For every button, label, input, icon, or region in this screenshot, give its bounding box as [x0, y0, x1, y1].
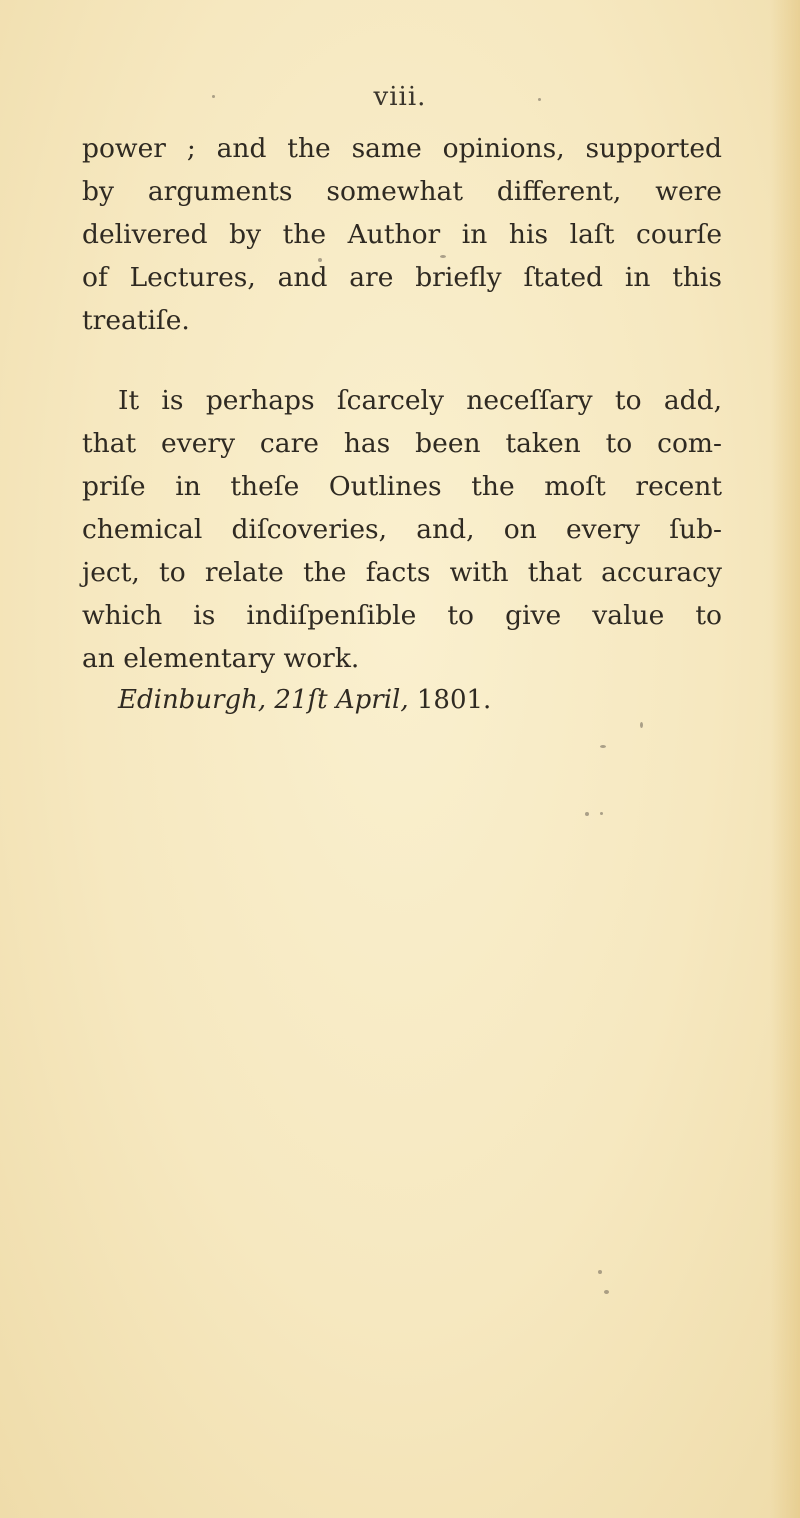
paper-speck [585, 812, 589, 816]
paper-speck [212, 95, 215, 98]
signature-line [118, 685, 491, 715]
text-line: by arguments somewhat different, were [82, 176, 722, 207]
signature-date: 21ſt April, [274, 685, 409, 715]
paper-speck [318, 258, 322, 262]
text-line: treatiſe. [82, 305, 190, 336]
text-line: delivered by the Author in his laſt courſe [82, 219, 722, 250]
paper-speck [604, 1290, 609, 1294]
signature-place: Edinburgh, [118, 685, 267, 715]
text-line: power ; and the same opinions, supported [82, 133, 722, 164]
paper-speck [640, 722, 643, 728]
text-line: of Lectures, and are briefly ſtated in this [82, 262, 722, 293]
text-line: priſe in theſe Outlines the moſt recent [82, 471, 722, 502]
page-edge-shading [770, 0, 800, 1518]
page-number: viii. [373, 82, 427, 112]
signature-year: 1801. [416, 685, 492, 715]
text-line: an elementary work. [82, 643, 360, 674]
paragraph [82, 379, 722, 680]
paragraph-gap [82, 342, 722, 379]
body-text [82, 127, 722, 680]
text-line: that every care has been taken to com- [82, 428, 722, 459]
text-line: chemical diſcoveries, and, on every ſub- [82, 514, 722, 545]
paper-speck [538, 98, 541, 101]
text-line: ject, to relate the facts with that accuracy [82, 557, 722, 588]
paper-speck [598, 1270, 602, 1274]
text-line: It is perhaps ſcarcely neceſſary to add, [118, 385, 722, 416]
paper-speck [600, 745, 606, 748]
paper-speck [600, 812, 603, 815]
text-line: which is indiſpenſible to give value to [82, 600, 722, 631]
paper-speck [440, 255, 446, 258]
paragraph [82, 127, 722, 342]
